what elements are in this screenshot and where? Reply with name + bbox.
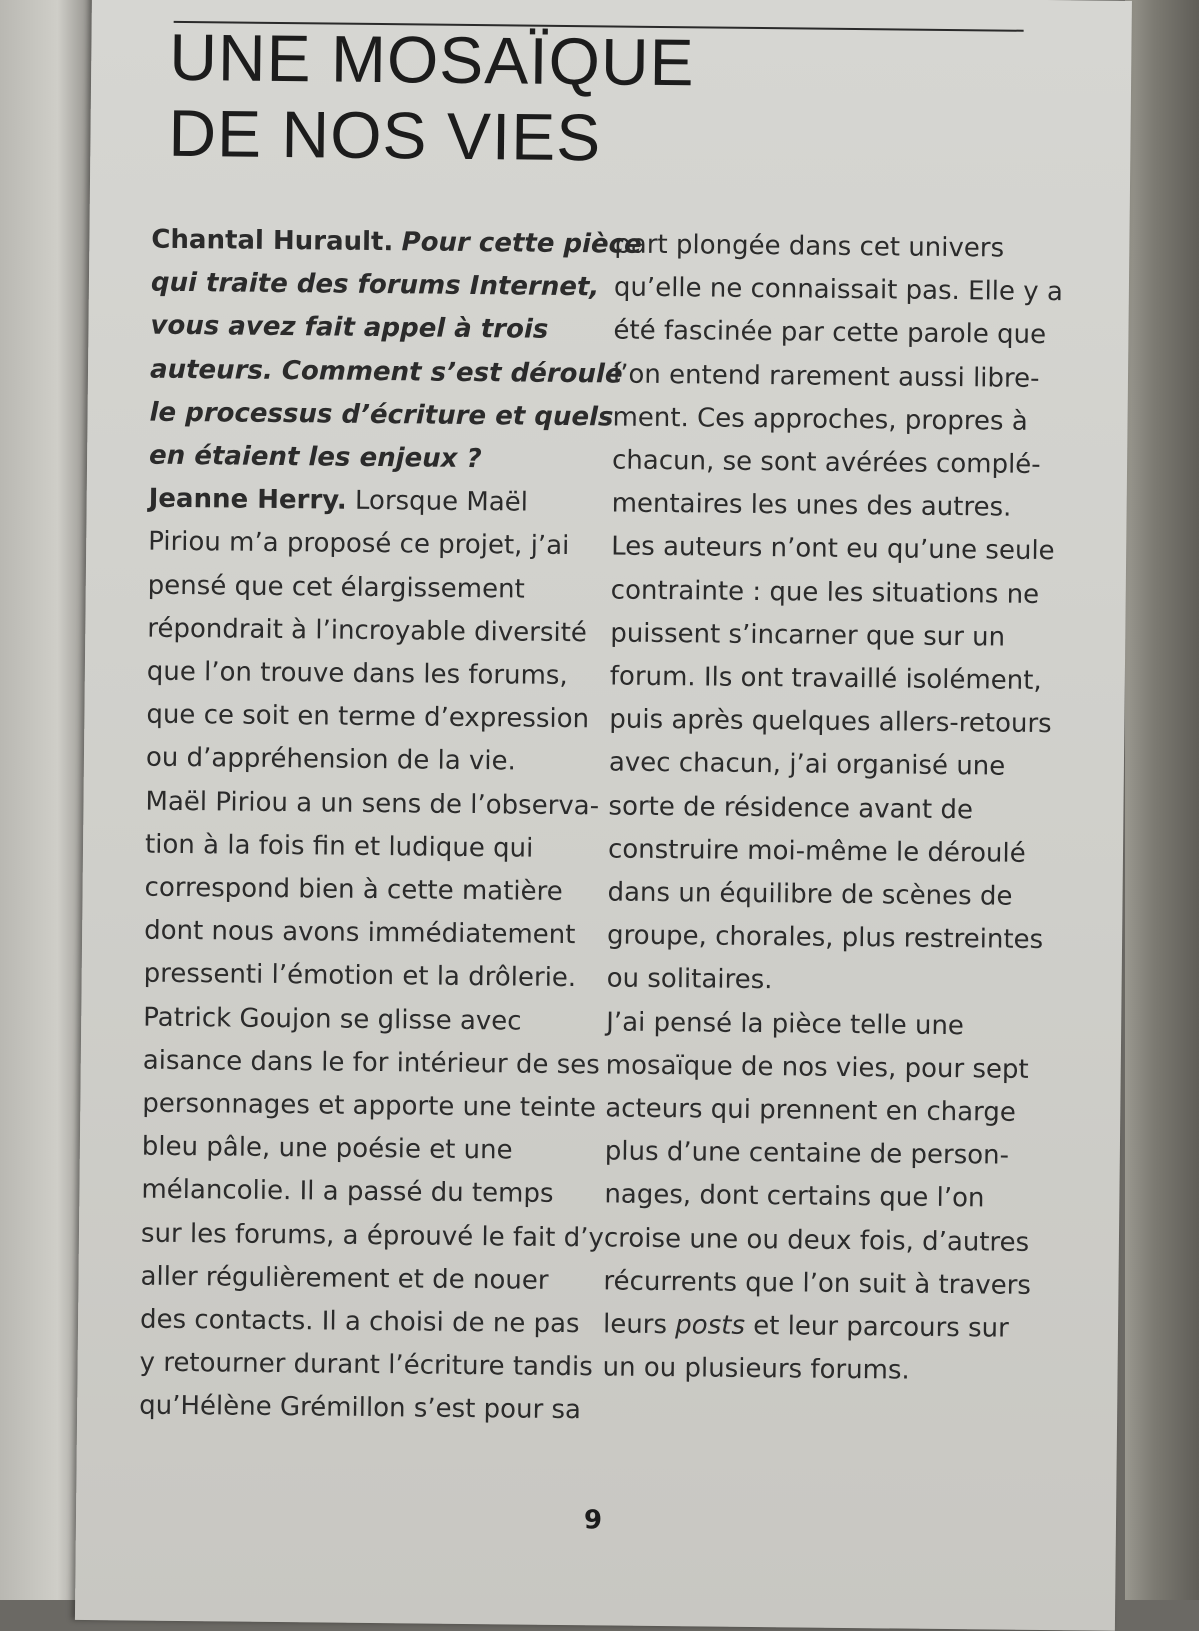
answer-line: ou solitaires. bbox=[606, 963, 773, 996]
answer-italic-word: posts bbox=[675, 1310, 746, 1341]
page-number: 9 bbox=[583, 1505, 603, 1536]
question-line bbox=[151, 219, 642, 267]
background-surface bbox=[1125, 0, 1199, 1600]
answer-line: sur les forums, a éprouvé le fait d’y bbox=[140, 1218, 605, 1254]
booklet-page bbox=[75, 0, 1132, 1631]
answer-line: aller régulièrement et de nouer bbox=[140, 1261, 549, 1296]
answer-line: acteurs qui prennent en charge bbox=[605, 1093, 1017, 1128]
answer-line: croise une ou deux fois, d’autres bbox=[603, 1223, 1030, 1258]
answer-line: l’on entend rarement aussi libre- bbox=[612, 359, 1040, 394]
answer-line: puis après quelques allers-retours bbox=[609, 704, 1052, 740]
answer-line: aisance dans le for intérieur de ses bbox=[142, 1045, 600, 1081]
answer-line: personnages et apporte une teinte bbox=[142, 1088, 597, 1124]
question-line: qui traite des forums Internet, bbox=[150, 267, 600, 303]
answer-line: correspond bien à cette matière bbox=[144, 872, 563, 908]
question-line: le processus d’écriture et quels bbox=[149, 397, 614, 433]
answer-line: part plongée dans cet univers bbox=[614, 229, 1005, 264]
answer-line: forum. Ils ont travaillé isolément, bbox=[609, 661, 1042, 697]
answer-line: mélancolie. Il a passé du temps bbox=[141, 1175, 554, 1210]
answer-line: avec chacun, j’ai organisé une bbox=[608, 747, 1006, 783]
answer-line: pensé que cet élargissement bbox=[147, 570, 525, 605]
answer-line: que l’on trouve dans les forums, bbox=[146, 656, 568, 692]
answer-line: que ce soit en terme d’expression bbox=[146, 699, 590, 735]
answer-line: été fascinée par cette parole que bbox=[613, 315, 1047, 351]
answer-line bbox=[603, 1304, 1063, 1352]
answer-line: bleu pâle, une poésie et une bbox=[141, 1131, 513, 1166]
answer-line: tion à la fois fin et ludique qui bbox=[144, 829, 534, 864]
answer-line: mentaires les unes des autres. bbox=[611, 488, 1012, 523]
answer-line: un ou plusieurs forums. bbox=[602, 1352, 910, 1386]
article-title bbox=[168, 19, 695, 176]
answer-line: J’ai pensé la pièce telle une bbox=[606, 1007, 965, 1041]
title-line-1: UNE MOSAÏQUE bbox=[168, 19, 696, 100]
answer-line: des contacts. Il a choisi de ne pas bbox=[139, 1304, 580, 1340]
answer-line: qu’Hélène Grémillon s’est pour sa bbox=[139, 1391, 582, 1426]
text-column-right bbox=[602, 223, 1074, 1394]
answer-line: Maël Piriou a un sens de l’observa- bbox=[145, 786, 600, 821]
question-line: auteurs. Comment s’est déroulé bbox=[149, 354, 623, 390]
answer-line: plus d’une centaine de person- bbox=[604, 1136, 1010, 1171]
answer-line: ou d’appréhension de la vie. bbox=[145, 743, 517, 777]
answer-line bbox=[148, 478, 608, 526]
answer-line: mosaïque de nos vies, pour sept bbox=[605, 1050, 1029, 1085]
answer-line: pressenti l’émotion et la drôlerie. bbox=[143, 959, 577, 994]
question-line: vous avez fait appel à trois bbox=[150, 311, 549, 346]
answer-speaker: Jeanne Herry. bbox=[148, 483, 347, 516]
answer-line: Les auteurs n’ont eu qu’une seule bbox=[611, 531, 1055, 567]
answer-line: dans un équilibre de scènes de bbox=[607, 877, 1013, 912]
answer-line: contrainte : que les situations ne bbox=[610, 575, 1040, 610]
answer-line: puissent s’incarner que sur un bbox=[610, 618, 1006, 653]
answer-line: construire moi-même le déroulé bbox=[607, 834, 1026, 869]
question-line: en étaient les enjeux ? bbox=[148, 440, 482, 475]
answer-line: dont nous avons immédiatement bbox=[143, 915, 576, 951]
answer-text: et leur parcours sur bbox=[753, 1311, 1009, 1344]
answer-line: chacun, se sont avérées complé- bbox=[611, 445, 1041, 480]
answer-line: nages, dont certains que l’on bbox=[604, 1179, 985, 1214]
answer-line: ment. Ces approches, propres à bbox=[612, 402, 1028, 437]
answer-line: répondrait à l’incroyable diversité bbox=[147, 613, 588, 649]
answer-text: leurs bbox=[602, 1309, 668, 1341]
answer-text: Lorsque Maël bbox=[354, 486, 529, 518]
question-speaker: Chantal Hurault. bbox=[151, 224, 394, 258]
answer-line: Piriou m’a proposé ce projet, j’ai bbox=[148, 527, 570, 562]
answer-line: y retourner durant l’écriture tandis bbox=[139, 1347, 593, 1383]
answer-line: récurrents que l’on suit à travers bbox=[603, 1266, 1032, 1301]
question-text: Pour cette pièce bbox=[401, 227, 642, 260]
answer-line: Patrick Goujon se glisse avec bbox=[143, 1002, 522, 1037]
answer-line: qu’elle ne connaissait pas. Elle y a bbox=[613, 272, 1063, 308]
answer-line: groupe, chorales, plus restreintes bbox=[606, 920, 1044, 956]
answer-line: sorte de résidence avant de bbox=[608, 791, 974, 825]
title-line-2: DE NOS VIES bbox=[168, 95, 602, 175]
